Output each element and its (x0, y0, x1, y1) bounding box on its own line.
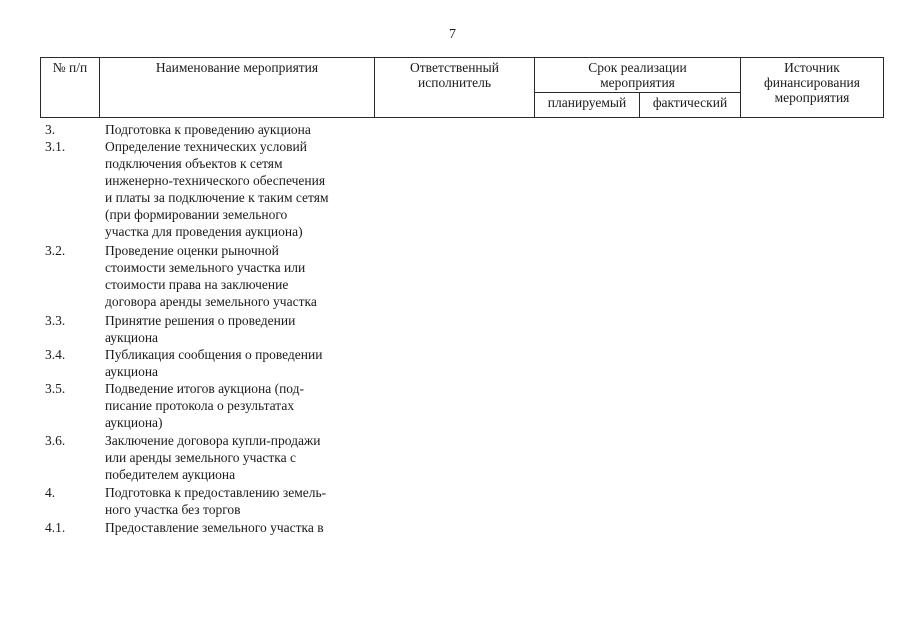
header-source-line-2: финансирования (764, 75, 860, 90)
page-number: 7 (449, 27, 456, 42)
header-cell-term (535, 58, 741, 93)
row-text (105, 432, 369, 483)
row-number: 4. (45, 485, 56, 500)
row-text (105, 380, 369, 431)
row-line: Публикация сообщения о проведении (105, 347, 323, 362)
header-source-line-1: Источник (784, 60, 840, 75)
header-term-line-2: мероприятия (600, 75, 675, 90)
row-line: Подведение итогов аукциона (под- (105, 381, 305, 396)
row-line: договора аренды земельного участка (105, 294, 317, 309)
header-cell-number (41, 58, 100, 118)
row-line: Подготовка к предоставлению земель- (105, 485, 327, 500)
row-line: аукциона (105, 330, 159, 345)
header-cell-planned (535, 93, 640, 118)
row-number: 3.2. (45, 243, 66, 258)
row-line: подключения объектов к сетям (105, 156, 283, 171)
row-text (105, 138, 369, 240)
row-line: Принятие решения о проведении (105, 313, 296, 328)
row-line: ного участка без торгов (105, 502, 241, 517)
table-header (40, 57, 884, 118)
row-line: или аренды земельного участка с (105, 450, 297, 465)
row-line: Определение технических условий (105, 139, 307, 154)
row-line: писание протокола о результатах (105, 398, 295, 413)
row-line: и платы за подключение к таким сетям (105, 190, 329, 205)
header-cell-actual (640, 93, 741, 118)
row-text (105, 346, 369, 380)
row-line: (при формировании земельного (105, 207, 288, 222)
header-cell-source (741, 58, 884, 118)
header-executor-line-1: Ответственный (410, 60, 499, 75)
row-text (105, 121, 369, 138)
row-line: инженерно-технического обеспечения (105, 173, 326, 188)
row-number: 3.4. (45, 347, 66, 362)
row-number: 3.3. (45, 313, 66, 328)
header-planned-label: планируемый (547, 95, 627, 110)
header-source-line-3: мероприятия (774, 90, 850, 105)
row-number: 4.1. (45, 520, 66, 535)
row-line: аукциона (105, 364, 159, 379)
row-text (105, 242, 369, 310)
header-name-label: Наименование мероприятия (155, 60, 319, 75)
row-line: Заключение договора купли-продажи (105, 433, 321, 448)
row-number: 3.1. (45, 139, 66, 154)
row-text (105, 312, 369, 346)
row-line: Проведение оценки рыночной (105, 243, 279, 258)
header-number-label: № п/п (52, 60, 88, 75)
header-term-line-1: Срок реализации (588, 60, 687, 75)
row-number: 3.6. (45, 433, 66, 448)
row-line: победителем аукциона (105, 467, 236, 482)
header-cell-executor (375, 58, 535, 118)
row-text (105, 484, 369, 518)
row-line: участка для проведения аукциона) (105, 224, 303, 239)
row-number: 3. (45, 122, 56, 137)
row-line: стоимости права на заключение (105, 277, 289, 292)
row-line: стоимости земельного участка или (105, 260, 306, 275)
row-line: аукциона) (105, 415, 163, 430)
header-actual-label: фактический (652, 95, 728, 110)
row-number: 3.5. (45, 381, 66, 396)
header-cell-name (100, 58, 375, 118)
row-line: Подготовка к проведению аукциона (105, 122, 311, 137)
row-text (105, 519, 369, 536)
row-line: Предоставление земельного участка в (105, 520, 324, 535)
header-executor-line-2: исполнитель (418, 75, 491, 90)
